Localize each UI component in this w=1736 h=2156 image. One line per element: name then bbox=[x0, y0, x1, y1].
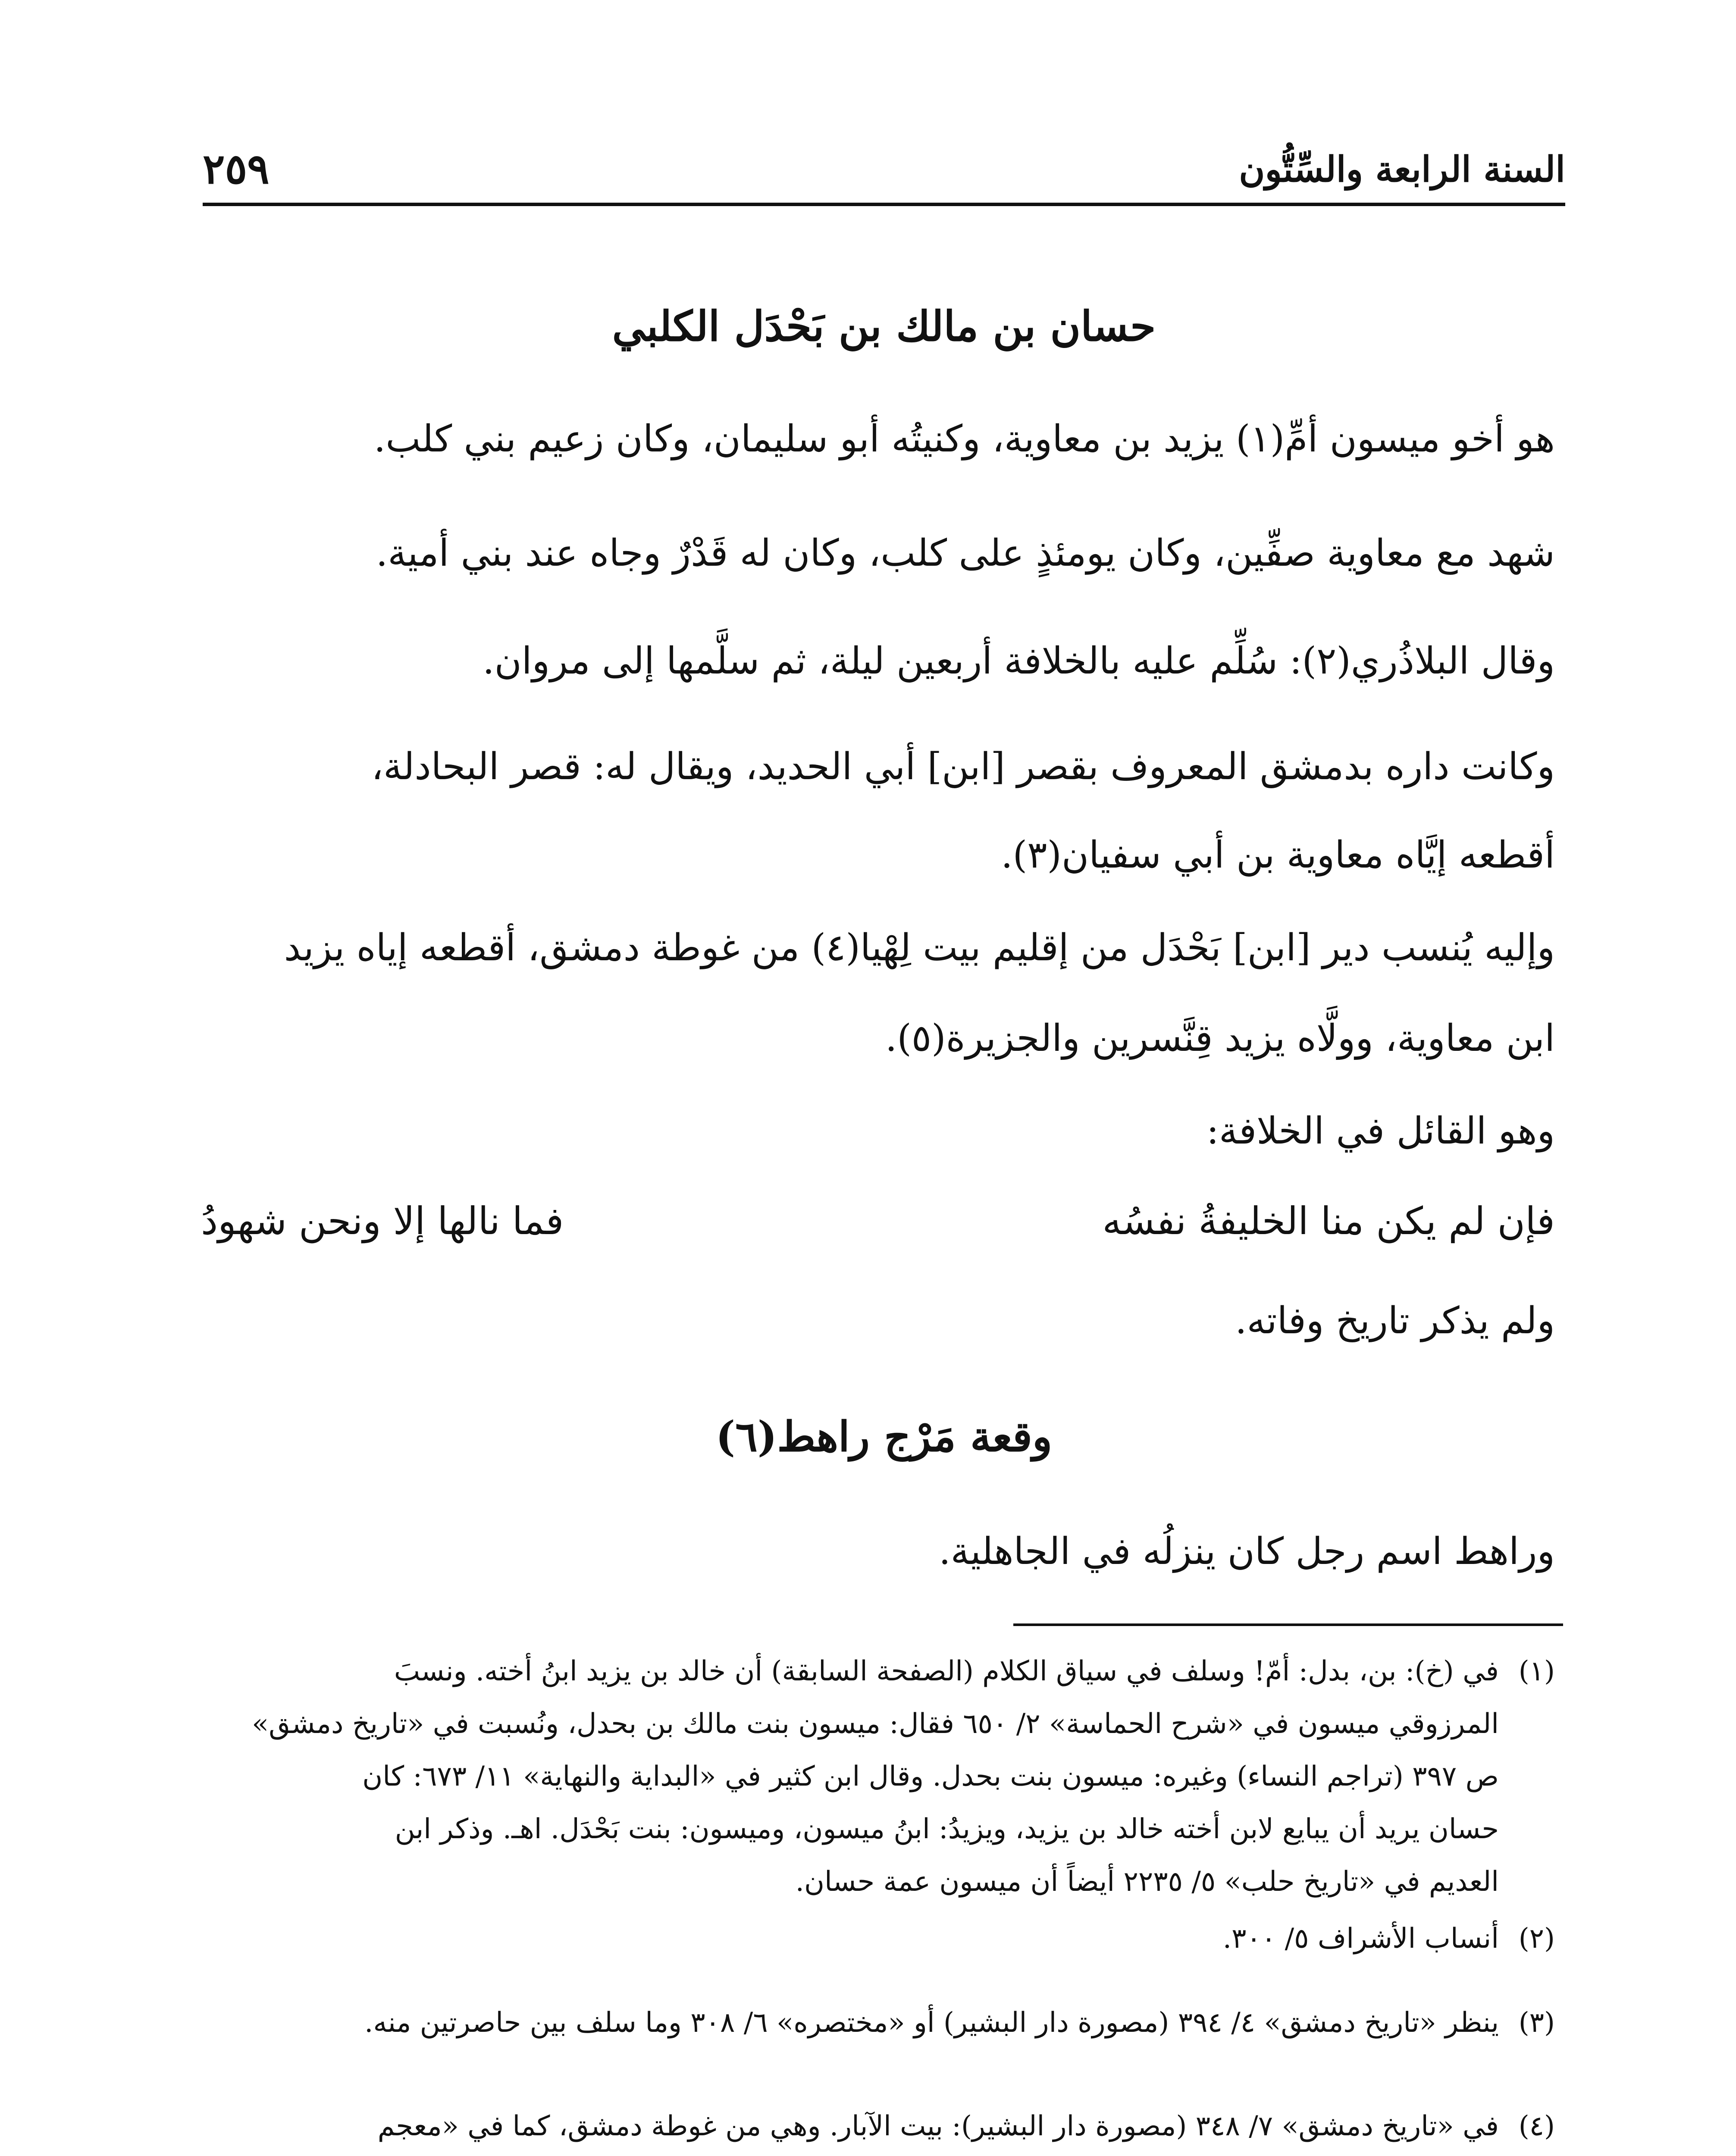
footnote-text: في (خ): بن، بدل: أمّ! وسلف في سياق الكلام (الصفحة السابقة) أن خالد بن يزيد ابنُ أخته. ونسبَ bbox=[394, 1655, 1499, 1687]
footnote-text: في «تاريخ دمشق» ٧/ ٣٤٨ (مصورة دار البشير): بيت الآبار. وهي من غوطة دمشق، كما في «معجم bbox=[377, 2110, 1499, 2142]
section-heading-marj-rahit: وقعة مَرْج راهط(٦) bbox=[715, 1412, 1053, 1461]
paragraph-line-5: أقطعه إيَّاه معاوية بن أبي سفيان(٣). bbox=[1001, 834, 1555, 877]
footnote-1 bbox=[175, 1645, 1555, 1908]
paragraph-line-3: وقال البلاذُري(٢): سُلِّم عليه بالخلافة أربعين ليلة، ثم سلَّمها إلى مروان. bbox=[483, 639, 1555, 683]
poem-first-hemistich: فإن لم يكن منا الخليفةُ نفسُه bbox=[1102, 1199, 1555, 1243]
footnote-number: (٣) bbox=[1518, 2007, 1555, 2039]
poem-verse bbox=[184, 1199, 1555, 1250]
footnote-text: العديم في «تاريخ حلب» ٥/ ٢٢٣٥ أيضاً أن ميسون عمة حسان. bbox=[795, 1866, 1499, 1898]
footnote-3 bbox=[175, 1996, 1555, 2049]
poem-second-hemistich: فما نالها إلا ونحن شهودُ bbox=[201, 1199, 564, 1243]
footnote-text: ينظر «تاريخ دمشق» ٤/ ٣٩٤ (مصورة دار البشير) أو «مختصره» ٦/ ٣٠٨ وما سلف بين حاصرتين منه. bbox=[364, 2007, 1499, 2039]
running-header bbox=[203, 134, 1565, 198]
footnote-text: المرزوقي ميسون في «شرح الحماسة» ٢/ ٦٥٠ فقال: ميسون بنت مالك بن بحدل، ونُسبت في «تاريخ دمشق» bbox=[252, 1708, 1499, 1740]
footnote-2 bbox=[175, 1912, 1555, 1965]
section-heading-hassan: حسان بن مالك بن بَحْدَل الكلبي bbox=[612, 302, 1156, 351]
footnote-text: ص ٣٩٧ (تراجم النساء) وغيره: ميسون بنت بحدل. وقال ابن كثير في «البداية والنهاية» ١١/ ٦٧٣: كان bbox=[362, 1761, 1499, 1792]
closing-line: ولم يذكر تاريخ وفاته. bbox=[1235, 1299, 1555, 1342]
paragraph-line-8: وهو القائل في الخلافة: bbox=[1206, 1109, 1555, 1153]
footnote-number: (٤) bbox=[1518, 2110, 1555, 2142]
footnote-number: (١) bbox=[1518, 1655, 1555, 1687]
footnote-4 bbox=[175, 2100, 1555, 2156]
footnote-text bbox=[175, 2153, 1555, 2156]
paragraph-line-4: وكانت داره بدمشق المعروف بقصر [ابن] أبي الحديد، ويقال له: قصر البحادلة، bbox=[371, 745, 1555, 788]
chapter-title: السنة الرابعة والسِّتُّون bbox=[1239, 149, 1565, 190]
footnote-text: حسان يريد أن يبايع لابن أخته خالد بن يزيد، ويزيدُ: ابنُ ميسون، وميسون: بنت بَحْدَل. اهـ. وذكر ابن bbox=[395, 1813, 1499, 1845]
footnote-number: (٢) bbox=[1518, 1923, 1555, 1955]
paragraph-line-6: وإليه يُنسب دير [ابن] بَحْدَل من إقليم بيت لِهْيا(٤) من غوطة دمشق، أقطعه إياه يزيد bbox=[284, 926, 1555, 969]
paragraph-line-2: شهد مع معاوية صفِّين، وكان يومئذٍ على كلب، وكان له قَدْرٌ وجاه عند بني أمية. bbox=[376, 532, 1555, 575]
header-rule bbox=[203, 203, 1565, 206]
footnote-text: أنساب الأشراف ٥/ ٣٠٠. bbox=[1222, 1923, 1499, 1955]
paragraph-line-7: ابن معاوية، وولَّاه يزيد قِنَّسرين والجزيرة(٥). bbox=[885, 1017, 1555, 1060]
paragraph-line-1: هو أخو ميسون أمِّ(١) يزيد بن معاوية، وكنيتُه أبو سليمان، وكان زعيم بني كلب. bbox=[373, 417, 1555, 461]
footnote-rule bbox=[1013, 1623, 1563, 1626]
rahit-paragraph: وراهط اسم رجل كان ينزلُه في الجاهلية. bbox=[939, 1530, 1555, 1573]
page-number: ٢٥٩ bbox=[203, 144, 269, 193]
